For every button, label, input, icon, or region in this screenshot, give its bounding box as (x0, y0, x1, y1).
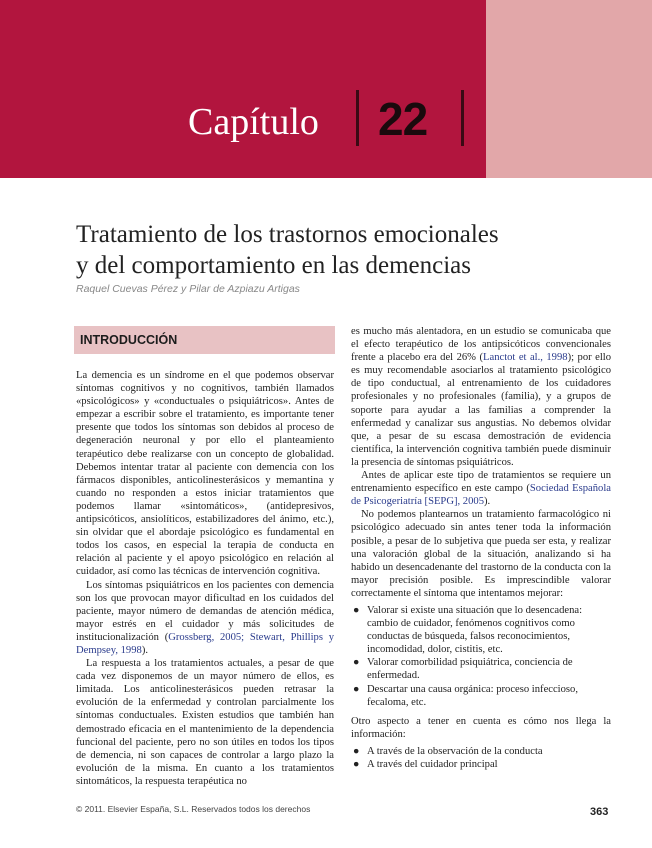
page-number: 363 (590, 806, 609, 818)
left-column (76, 369, 334, 788)
chapter-title-line-1: Tratamiento de los trastornos emocionales (76, 221, 499, 248)
bullet-icon: ● (353, 745, 360, 757)
paragraph-text: Antes de aplicar este tipo de tratamientos se requiere un entrenamiento específico en este campo ( (351, 470, 611, 495)
section-heading: INTRODUCCIÓN (80, 333, 178, 347)
chapter-banner (0, 0, 486, 178)
chapter-bar-right (461, 90, 464, 146)
paragraph-text: es mucho más alentadora, en un estudio se comunicaba que el efecto terapéutico de los antipsicóticos convencionales frente a placebo era del 26% ( (351, 326, 611, 364)
list-item (351, 656, 611, 682)
chapter-banner-accent (486, 0, 652, 178)
chapter-label: Capítulo (188, 101, 319, 143)
list-item-text: Valorar comorbilidad psiquiátrica, conciencia de enfermedad. (367, 657, 573, 682)
citation-link[interactable]: Lanctot et al., 1998 (483, 352, 568, 364)
list-item (351, 604, 611, 656)
citation-link[interactable]: Sociedad Española de Psicogeriatría [SEPG], 2005 (351, 483, 611, 508)
chapter-title-line-2: y del comportamiento en las demencias (76, 252, 472, 279)
paragraph-text: ). (484, 496, 491, 508)
chapter-title (76, 219, 596, 281)
paragraph: No podemos plantearnos un tratamiento farmacológico ni psicológico adecuado sin antes tener toda la información posible, a pesar de lo subjetiva que pueda ser esta, y realizar una valoración global de la situación, analizando si ha habido un desencadenante del trastorno de la conducta con la mayor precisión posible. Es imprescindible valorar correctamente el síntoma que intentamos mejorar: (351, 509, 611, 599)
list-item (351, 683, 611, 709)
paragraph (351, 469, 611, 508)
bullet-icon: ● (353, 683, 360, 695)
bullet-icon: ● (353, 604, 360, 616)
section-heading-box (74, 326, 335, 354)
bullet-list (351, 604, 611, 709)
chapter-bar-left (356, 90, 359, 146)
chapter-number-box (356, 90, 464, 146)
list-item (351, 758, 611, 771)
copyright-footer: © 2011. Elsevier España, S.L. Reservados todos los derechos (76, 804, 311, 814)
citation-link[interactable]: Grossberg, 2005; Stewart, Phillips y Dempsey, 1998 (76, 631, 334, 656)
paragraph: Otro aspecto a tener en cuenta es cómo nos llega la información: (351, 715, 611, 740)
list-item-text: A través de la observación de la conducta (367, 745, 543, 757)
paragraph (351, 325, 611, 469)
list-item-text: A través del cuidador principal (367, 759, 498, 770)
list-item-text: Descartar una causa orgánica: proceso infeccioso, fecaloma, etc. (367, 683, 578, 708)
chapter-number: 22 (378, 93, 428, 145)
paragraph (76, 579, 334, 658)
paragraph-text: Los síntomas psiquiátricos en los pacientes con demencia son los que provocan mayor dificultad en los cuidados del paciente, mayor número de demandas de atención médica, mayor estrés en el cuidador y más solicitudes de institucionalización ( (76, 579, 334, 643)
paragraph-text: ). (141, 644, 148, 656)
bullet-icon: ● (353, 759, 360, 770)
list-item-text: Valorar si existe una situación que lo desencadena: cambio de cuidador, fenómenos cognitivos como conductas de búsqueda, falsos reconocimientos, incomodidad, dolor, cistitis, etc. (367, 604, 583, 656)
bullet-icon: ● (353, 657, 360, 669)
authors: Raquel Cuevas Pérez y Pilar de Azpiazu Artigas (76, 283, 300, 295)
paragraph: La demencia es un síndrome en el que podemos observar síntomas cognitivos y no cognitivos, también llamados «psicológicos» y «conductuales o psiquiátricos». Antes de empezar a escribir sobre el tratamiento, es importante tener presente que todos los síntomas son debidos al proceso de degeneración neuronal y por ello el planteamiento terapéutico debe realizarse con un concepto de globalidad. Debemos intentar tratar al paciente con demencia con los fármacos disponibles, anticolinesterásicos y memantina y cuando no responden a estos iniciar tratamientos que podemos llamar «sintomáticos», (antidepresivos, antipsicóticos, ansiolíticos, estabilizadores del ánimo, etc.), sin olvidar que el abordaje psicológico es fundamental en todos los casos, en especial la terapia de conducta en relación al paciente y el apoyo psicológico en relación al cuidador, así como las técnicas de intervención cognitiva. (76, 370, 334, 578)
paragraph: La respuesta a los tratamientos actuales, a pesar de que cada vez disponemos de un mayor número de ellos, es limitada. Los anticolinesterásicos pueden retrasar la evolución de la enfermedad y controlan parcialmente los síntomas conductuales. Existen estudios que también han demostrado eficacia en el mantenimiento de la dependencia funcional del paciente, pero no son útiles en todos los tipos de demencia, ni son capaces de controlar a largo plazo la evolución de la misma. En cuanto a los tratamientos sintomáticos, la respuesta terapéutica no (76, 658, 334, 787)
list-item (351, 745, 611, 758)
bullet-list (351, 745, 611, 771)
right-column (351, 325, 611, 775)
paragraph-text: ); por ello es muy recomendable asociarlos al tratamiento psicológico de tipo conductual, al entrenamiento de los cuidadores profesionales y no profesionales (familia), y a grupos de soporte para ayudar a las familias a comprender la enfermedad y canalizar sus angustias. No debemos olvidar que, a pesar de su escasa demostración de evidencia científica, la intervención cognitiva también puede disminuir la presencia de síntomas psiquiátricos. (351, 352, 612, 468)
